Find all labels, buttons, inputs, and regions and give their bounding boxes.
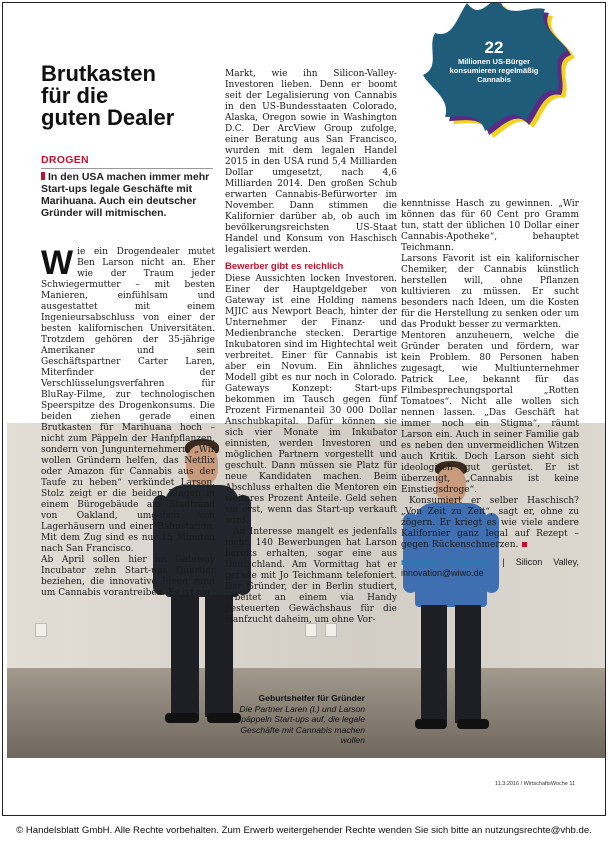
paragraph: kenntnisse Hasch zu gewinnen. „Wir können das für 60 Cent pro Gramm tun, statt der üblichen 10 Dollar einer Cannabis-Apotheke“, behauptet Teichmann. <box>401 199 579 253</box>
paragraph <box>41 244 215 555</box>
paragraph: Ab April sollen hier im Gateway Incubator zehn Start-ups Quartier beziehen, die innovative Ideen rund um Cannabis vorantreiben. Es ist ein <box>41 555 215 598</box>
statistic-number: 22 <box>484 38 504 57</box>
headline-line-2: für die <box>41 83 109 108</box>
leg <box>421 605 447 723</box>
statistic-burst-icon <box>363 3 606 178</box>
caption-body: Die Partner Laren (l.) und Larson päppeln Start-ups auf, die legale Geschäfte mit Cannabis machen wollen <box>239 703 365 745</box>
paragraph: An Interesse mangelt es jedenfalls nicht. 140 Bewerbungen hat Larson bereits erhalten, sogar eine aus Deutschland. Am Vormittag hat er gerade mit Jo Teichmann telefoniert. Der Gründer, der in Berlin studiert, arbeitet an einem via Handy gesteuerten Gewächshaus für die Hanfzucht daheim, um ohne Vor- <box>225 527 397 625</box>
paragraph-text: ie ein Drogendealer mutet Ben Larson nicht an. Eher wie der Traum jeder Schwiegermutter – mit besten Manieren, einfühlsam und ausgestattet mit einem Ingenieursabschluss von einer der besten kalifornischen Universitäten. Trotzdem gehören der 35-jährige Amerikaner und sein Geschäftspartner Carter Laren, Miterfinder der Verschlüsselungsverfahren für BluRay-Filme, zur technologischen Speerspitze des Drogenkonsums. Die beiden ziehen gerade einen Brutkasten für Marihuana hoch – nicht zum Päppeln der Hanfpflanzen, sondern von Jungunternehmern. „Wir wollen Gründern helfen, das Netflix oder Amazon für Cannabis aus der Taufe zu heben“ verkündet Larson. Stolz zeigt er die beiden Etagen in einem Bürogebäude am Stadtrand von Oakland, umgeben von Lagerhäusern und einer Bahnstation. Mit dem Zug sind es nur 15 Minuten nach San Francisco. <box>41 247 215 554</box>
photo-caption <box>225 693 365 746</box>
paragraph: Diese Aussichten locken Investoren. Einer der Hauptgeldgeber von Gateway ist eine Holding namens MJIC aus Newport Beach, hinter der Unternehmer der Finanz- und Medienbranche stecken. Derartige Inkubatoren sind im Hightechtal weit verbreitet. Einer für Cannabis ist aber ein Novum. Ein ähnliches Modell gibt es nur noch in Colorado. Gateways Konzept: Start-ups bekommen im Tausch gegen fünf Prozent Firmenanteil 30 000 Dollar Anschubkapital. Dafür können sie sich vier Monate im Inkubator einnisten, werden Investoren und möglichen Partnern vorgestellt und geschult. Dann müssen sie Platz für neue Kandidaten machen. Beim Abschluss erhalten die Mentoren ein weiteres Prozent Anteile. Geld sehen sie erst, wenn das Start-up verkauft wird. <box>225 274 397 526</box>
statistic-label: Millionen US-Bürger konsumieren regelmäßig Cannabis <box>449 57 539 84</box>
author-line <box>401 557 579 579</box>
article-column-1 <box>41 244 215 599</box>
subheading: Bewerber gibt es reichlich <box>225 261 344 272</box>
page-footer: 11.3.2016 / WirtschaftsWoche 11 <box>495 781 576 787</box>
rubric-divider <box>41 168 213 169</box>
statistic-callout <box>435 39 553 84</box>
leg <box>171 595 199 717</box>
copyright-notice: © Handelsblatt GmbH. Alle Rechte vorbehalten. Zum Erwerb weitergehender Rechte wenden Sie sich bitte an nutzungsrechte@vhb.de. <box>0 817 608 845</box>
headline-line-3: guten Dealer <box>41 105 175 130</box>
shoe <box>457 719 489 729</box>
shoe <box>415 719 447 729</box>
wall-outlet <box>35 623 47 637</box>
headline-line-1: Brutkasten <box>41 61 156 86</box>
leg <box>455 605 481 723</box>
paragraph: Larsons Favorit ist ein kalifornischer Chemiker, der Cannabis künstlich herstellen will, ohne Pflanzen kultivieren zu müssen. Er sucht besonders nach Ideen, um die Kosten für die Herstellung zu senken oder um das Produkt besser zu vermarkten. <box>401 254 579 330</box>
dropcap: W <box>41 244 74 282</box>
article-page <box>2 2 606 816</box>
author-name: matthias hohensee <box>401 557 492 567</box>
paragraph <box>401 496 579 551</box>
article-column-3 <box>401 199 579 579</box>
caption-title: Geburtshelfer für Gründer <box>258 693 365 703</box>
teaser-text: In den USA machen immer mehr Start-ups legale Geschäfte mit Marihuana. Auch ein deutscher Gründer will mitmischen. <box>41 171 210 219</box>
paragraph: Mentoren anzuheuern, welche die Gründer beraten und fördern, war kein Problem. 80 Personen haben zugesagt, wie Multiunternehmer Patrick Lee, bekannt für das Filmbesprechungsportal „Rotten Tomatoes“. Nicht alle wollen sich nennen lassen. „Das Geschäft hat immer noch ein Stigma“, räumt Larson ein. Auch in seiner Familie gab es neben den unvermeidlichen Witzen auch Kritik. Doch Larson sieht sich ideologisch gut gerüstet. Er ist überzeugt, „Cannabis ist keine Einstiegsdroge“. <box>401 331 579 495</box>
author-info: | Silicon Valley, innovation@wiwo.de <box>401 557 579 578</box>
shoe <box>165 713 199 723</box>
paragraph: Markt, wie ihn Silicon-Valley-Investoren lieben. Denn er boomt seit der Legalisierung von Cannabis in den US-Bundesstaaten Colorado, Alaska, Oregon sowie in Washington D.C. Der ArcView Group zufolge, einer Beratung aus San Francisco, wurden mit dem legalen Handel 2015 in den USA rund 5,4 Milliarden Dollar umgesetzt, nach 4,6 Milliarden 2014. Den großen Schub erwarten Cannabis-Befürworter im November. Dann stimmen die Kalifornier darüber ab, ob auch im bevölkerungsreichsten US-Staat Handel und Konsum von Haschisch legalisiert werden. <box>225 69 397 255</box>
headline <box>41 63 211 129</box>
teaser-marker <box>41 172 45 180</box>
paragraph-text: Konsumiert er selber Haschisch? „Von Zeit zu Zeit“, sagt er, ohne zu zögern. Er kriegt es wie viele andere Kalifornier ganz legal auf Rezept – gegen Rückenschmerzen. <box>401 496 579 550</box>
end-mark-icon <box>522 542 527 547</box>
teaser <box>41 171 216 219</box>
rubric-label: DROGEN <box>41 154 89 166</box>
